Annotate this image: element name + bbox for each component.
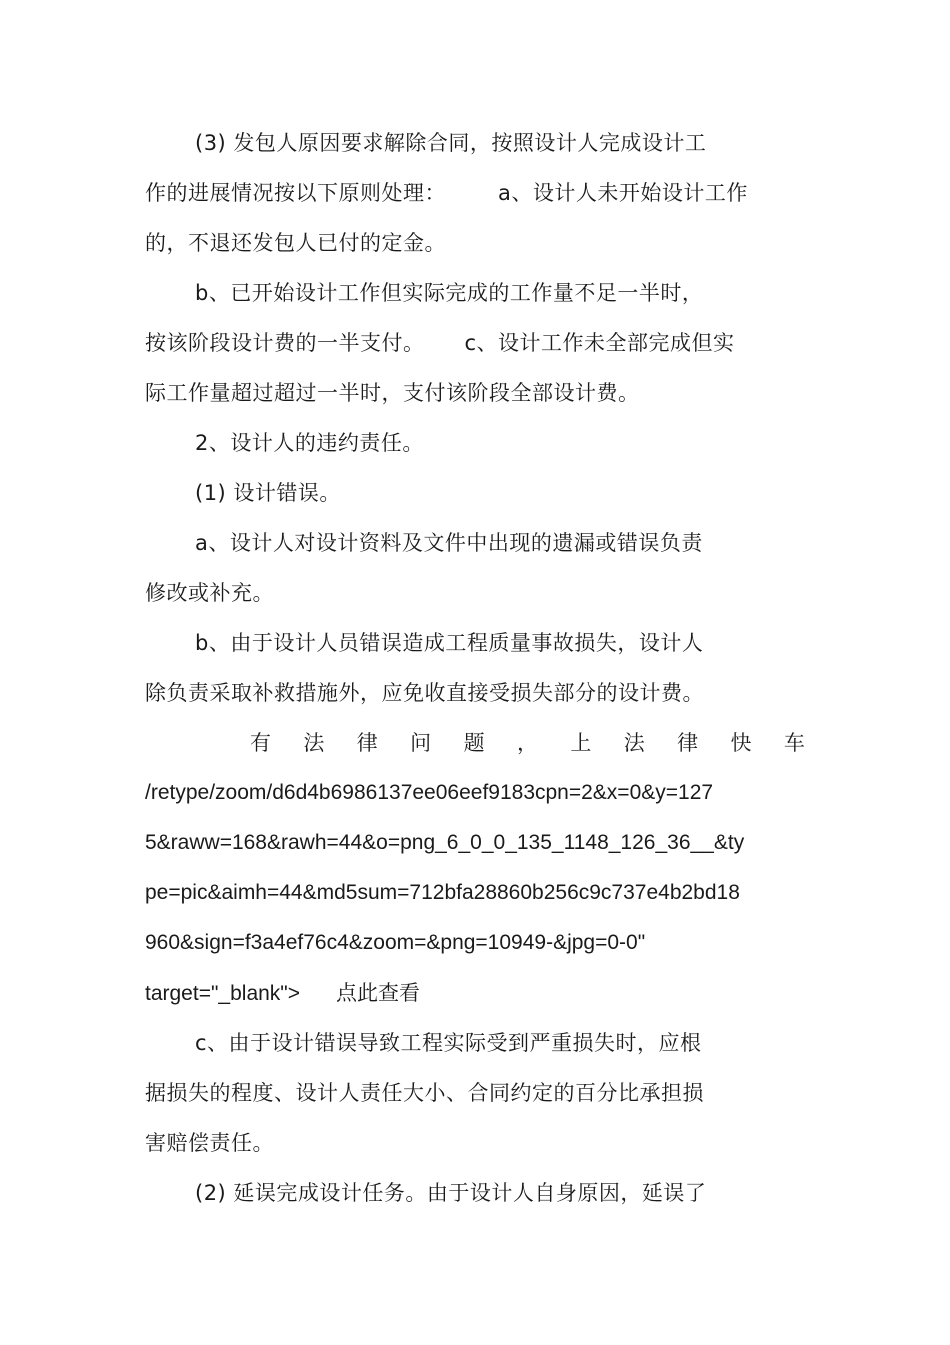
url-text-line: /retype/zoom/d6d4b6986137ee06eef9183cpn=2&x=0&y=127	[145, 781, 714, 804]
paragraph-line: 的，不退还发包人已付的定金。	[145, 231, 446, 255]
paragraph-line: 修改或补充。	[145, 581, 274, 605]
url-text: target="_blank">	[145, 982, 301, 1005]
view-link[interactable]: 点此查看	[336, 981, 421, 1005]
paragraph-line: 据损失的程度、设计人责任大小、合同约定的百分比承担损	[145, 1081, 704, 1105]
paragraph-line: a、设计人对设计资料及文件中出现的遗漏或错误负责	[195, 531, 703, 555]
ad-line	[145, 730, 805, 756]
paragraph-line: (2) 延误完成设计任务。由于设计人自身原因，延误了	[195, 1181, 707, 1205]
paragraph-line: 害赔偿责任。	[145, 1131, 274, 1155]
url-text-line: pe=pic&aimh=44&md5sum=712bfa28860b256c9c737e4b2bd18	[145, 881, 740, 904]
url-text-line: 5&raww=168&rawh=44&o=png_6_0_0_135_1148_126_36__&ty	[145, 831, 745, 854]
paragraph-line: b、已开始设计工作但实际完成的工作量不足一半时，	[195, 281, 704, 305]
section-heading: 2、设计人的违约责任。	[195, 431, 424, 455]
ad-char: 律	[356, 731, 378, 755]
ad-char: 题	[463, 731, 485, 755]
ad-char: 律	[677, 731, 699, 755]
paragraph-line: 除负责采取补救措施外，应免收直接受损失部分的设计费。	[145, 681, 704, 705]
ad-char: 问	[410, 731, 432, 755]
ad-char: ，	[516, 731, 538, 755]
ad-char: 有	[250, 731, 271, 755]
paragraph-text: a、设计人未开始设计工作	[498, 181, 748, 205]
url-text-line	[145, 980, 420, 1007]
ad-char: 上	[570, 731, 592, 755]
ad-char: 法	[303, 731, 325, 755]
ad-char: 车	[783, 731, 805, 755]
paragraph-text: c、设计工作未全部完成但实	[464, 331, 735, 355]
url-text-line: 960&sign=f3a4ef76c4&zoom=&png=10949-&jpg=0-0"	[145, 931, 646, 954]
ad-char: 法	[623, 731, 645, 755]
subsection-heading: (1) 设计错误。	[195, 481, 341, 505]
paragraph-text: 作的进展情况按以下原则处理：	[145, 181, 446, 205]
paragraph-line: 际工作量超过超过一半时，支付该阶段全部设计费。	[145, 381, 640, 405]
paragraph-text: 按该阶段设计费的一半支付。	[145, 331, 425, 355]
paragraph-line: b、由于设计人员错误造成工程质量事故损失，设计人	[195, 631, 704, 655]
paragraph-line	[145, 330, 735, 356]
paragraph-line: (3) 发包人原因要求解除合同，按照设计人完成设计工	[195, 131, 707, 155]
ad-char: 快	[730, 731, 752, 755]
paragraph-line: c、由于设计错误导致工程实际受到严重损失时，应根	[195, 1031, 702, 1055]
paragraph-line	[145, 180, 748, 206]
